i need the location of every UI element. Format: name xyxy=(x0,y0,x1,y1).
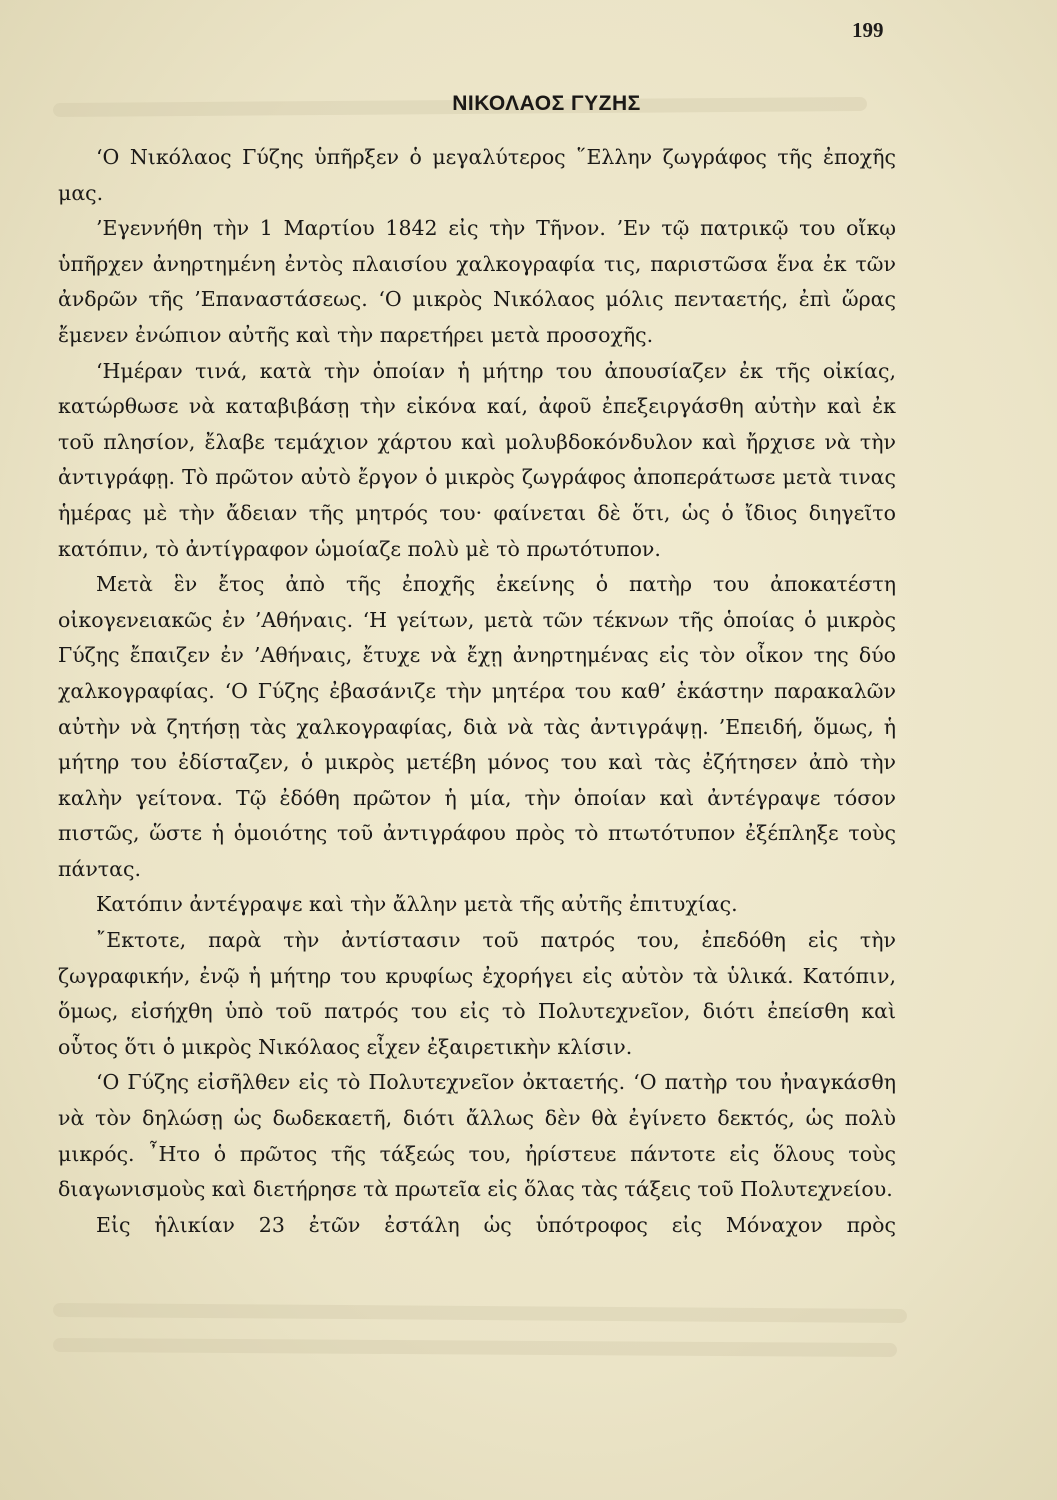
chapter-title: ΝΙΚΟΛΑΟΣ ΓΥΖΗΣ xyxy=(452,92,641,115)
paragraph-2: ’Εγεννήθη τὴν 1 Μαρτίου 1842 εἰς τὴν Τῆνον. ’Εν τῷ πατρικῷ του οἴκῳ ὑπῆρχεν ἀνηρτημένη ἐντὸς πλαισίου χαλκογραφία τις, παριστῶσα ἕνα ἐκ τῶν ἀνδρῶν τῆς ’Επαναστάσεως. ‘Ο μικρὸς Νικόλαος μόλις πενταετής, ἐπὶ ὥρας ἔμενεν ἐνώπιον αὐτῆς καὶ τὴν παρετήρει μετὰ προσοχῆς. xyxy=(58,216,896,347)
paragraph-8: Εἰς ἡλικίαν 23 ἐτῶν ἐστάλη ὡς ὑπότροφος εἰς Μόναχον πρὸς xyxy=(96,1212,896,1237)
page-number: 199 xyxy=(852,18,884,42)
paragraph-1: ‘Ο Νικόλαος Γύζης ὑπῆρξεν ὁ μεγαλύτερος ῞Ελλην ζωγράφος τῆς ἐποχῆς μας. xyxy=(58,145,896,205)
paragraph-5: Κατόπιν ἀντέγραψε καὶ τὴν ἄλλην μετὰ τῆς αὐτῆς ἐπιτυχίας. xyxy=(96,892,738,917)
paragraph-6: ῎Εκτοτε, παρὰ τὴν ἀντίστασιν τοῦ πατρός του, ἐπεδόθη εἰς τὴν ζωγραφικήν, ἐνῷ ἡ μήτηρ του κρυφίως ἐχορήγει εἰς αὐτὸν τὰ ὑλικά. Κατόπιν, ὅμως, εἰσήχθη ὑπὸ τοῦ πατρός του εἰς τὸ Πολυτεχνεῖον, διότι ἐπείσθη καὶ οὗτος ὅτι ὁ μικρὸς Νικόλαος εἶχεν ἐξαιρετικὴν κλίσιν. xyxy=(58,928,896,1059)
paragraph-4: Μετὰ ἓν ἔτος ἀπὸ τῆς ἐποχῆς ἐκείνης ὁ πατὴρ του ἀποκατέστη οἰκογενειακῶς ἐν ’Αθήναις. ‘Η γείτων, μετὰ τῶν τέκνων τῆς ὁποίας ὁ μικρὸς Γύζης ἔπαιζεν ἐν ’Αθήναις, ἔτυχε νὰ ἔχῃ ἀνηρτημένας εἰς τὸν οἶκον της δύο χαλκογραφίας. ‘Ο Γύζης ἐβασάνιζε τὴν μητέρα του καθ’ ἑκάστην παρακαλῶν αὐτὴν νὰ ζητήσῃ τὰς χαλκογραφίας, διὰ νὰ τὰς ἀντιγράψῃ. ’Επειδή, ὅμως, ἡ μήτηρ του ἐδίσταζεν, ὁ μικρὸς μετέβη μόνος του καὶ τὰς ἐζήτησεν ἀπὸ τὴν καλὴν γείτονα. Τῷ ἐδόθη πρῶτον ἡ μία, τὴν ὁποίαν καὶ ἀντέγραψε τόσον πιστῶς, ὥστε ἡ ὁμοιότης τοῦ ἀντιγράφου πρὸς τὸ πτωτότυπον ἐξέπληξε τοὺς πάντας. xyxy=(58,572,896,881)
paragraph-7: ‘Ο Γύζης εἰσῆλθεν εἰς τὸ Πολυτεχνεῖον ὀκταετής. ‘Ο πατὴρ του ἠναγκάσθη νὰ τὸν δηλώσῃ ὡς δωδεκαετῆ, διότι ἄλλως δὲν θὰ ἐγίνετο δεκτός, ὡς πολὺ μικρός. ῏Ητο ὁ πρῶτος τῆς τάξεώς του, ἠρίστευε πάντοτε εἰς ὅλους τοὺς διαγωνισμοὺς καὶ διετήρησε τὰ πρωτεῖα εἰς ὅλας τὰς τάξεις τοῦ Πολυτεχνείου. xyxy=(58,1070,896,1202)
paragraph-3: ‘Ημέραν τινά, κατὰ τὴν ὁποίαν ἡ μήτηρ του ἀπουσίαζεν ἐκ τῆς οἰκίας, κατώρθωσε νὰ καταβιβάσῃ τὴν εἰκόνα καί, ἀφοῦ ἐπεξειργάσθη αὐτὴν καὶ ἐκ τοῦ πλησίον, ἔλαβε τεμάχιον χάρτου καὶ μολυβδοκόνδυλον καὶ ἤρχισε νὰ τὴν ἀντιγράφῃ. Τὸ πρῶτον αὐτὸ ἔργον ὁ μικρὸς ζωγράφος ἀποπεράτωσε μετὰ τινας ἡμέρας μὲ τὴν ἄδειαν τῆς μητρός του· φαίνεται δὲ ὅτι, ὡς ὁ ἴδιος διηγεῖτο κατόπιν, τὸ ἀντίγραφον ὡμοίαζε πολὺ μὲ τὸ πρωτότυπον. xyxy=(58,358,896,561)
body-text xyxy=(58,140,896,1243)
